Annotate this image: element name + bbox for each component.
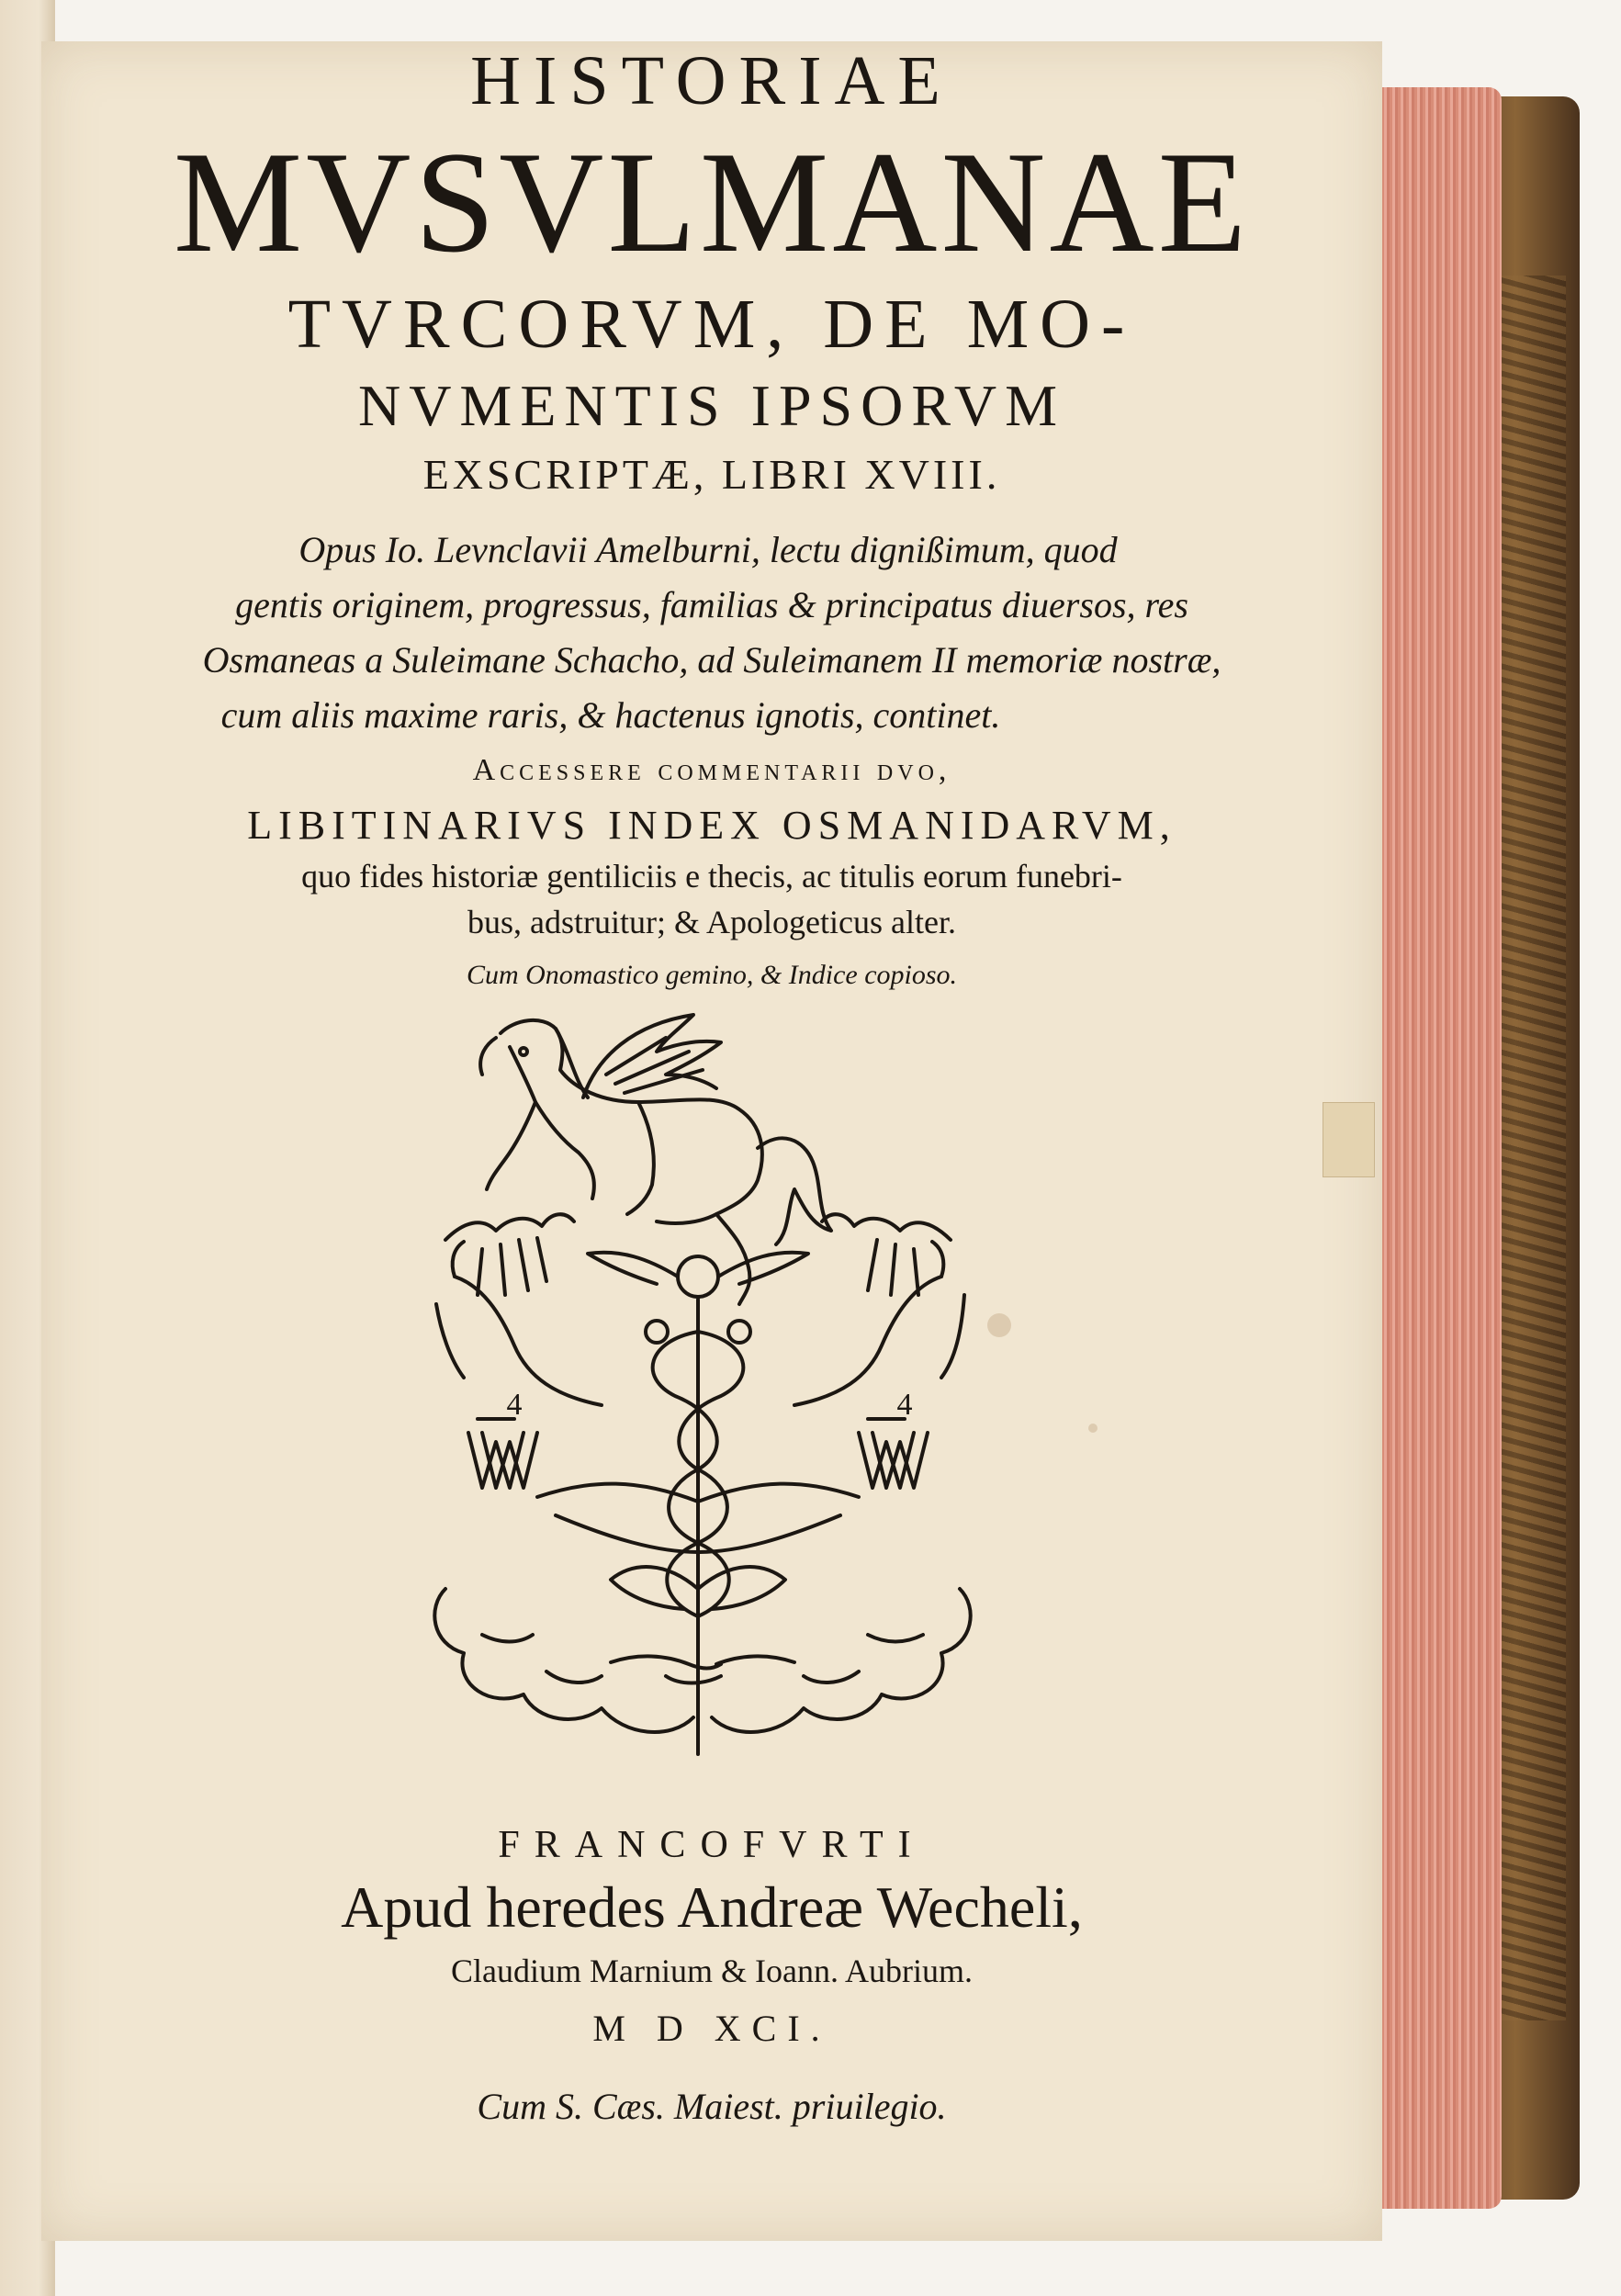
title-line-1: HISTORIAE xyxy=(470,42,953,119)
monogram-left xyxy=(468,1419,537,1488)
privilege-line: Cum S. Cæs. Maiest. priuilegio. xyxy=(477,2086,947,2127)
title-line-2: MVSVLMANAE xyxy=(173,122,1251,283)
printers-device xyxy=(427,1001,978,1800)
monogram-right xyxy=(859,1419,928,1488)
description-line-4: cum aliis maxime raris, & hactenus ignotis, continet. xyxy=(220,694,1001,736)
quo-line-1: quo fides historiæ gentiliciis e thecis, ac titulis eorum funebri- xyxy=(301,858,1122,895)
monogram-left-number: 4 xyxy=(506,1388,523,1422)
description-line-2: gentis originem, progressus, familias & principatus diuersos, res xyxy=(235,584,1188,625)
onomastico-line: Cum Onomastico gemino, & Indice copioso. xyxy=(466,960,958,990)
imprint-year: M D XCI. xyxy=(592,2008,831,2049)
imprint-printers: Claudium Marnium & Ioann. Aubrium. xyxy=(451,1953,973,1989)
accessere-line: Accessere commentarii dvo, xyxy=(472,753,951,787)
right-cornucopia xyxy=(794,1214,964,1405)
pegasus-figure xyxy=(480,1015,831,1304)
left-cornucopia xyxy=(436,1214,602,1405)
quo-line-2: bus, adstruitur; & Apologeticus alter. xyxy=(467,904,956,940)
title-line-4: NVMENTIS IPSORVM xyxy=(357,373,1066,438)
winged-head xyxy=(588,1253,808,1297)
monogram-right-number: 4 xyxy=(896,1388,913,1422)
imprint-publisher: Apud heredes Andreæ Wecheli, xyxy=(341,1874,1083,1940)
description-line-1: Opus Io. Levnclavii Amelburni, lectu dignißimum, quod xyxy=(298,529,1118,570)
clasped-hands xyxy=(611,1656,794,1683)
libitinarius-line: LIBITINARIVS INDEX OSMANIDARVM, xyxy=(247,803,1176,848)
description-line-3: Osmaneas a Suleimane Schacho, ad Suleimanem II memoriæ nostræ, xyxy=(202,639,1221,681)
foxing-spot xyxy=(1088,1424,1098,1433)
title-line-5: EXSCRIPTÆ, LIBRI XVIII. xyxy=(422,451,1001,498)
clouds xyxy=(434,1589,970,1732)
foxing-spot xyxy=(987,1313,1011,1337)
imprint-city: FRANCOFVRTI xyxy=(498,1824,926,1866)
title-line-3: TVRCORVM, DE MO- xyxy=(287,286,1136,363)
manuscript-note xyxy=(363,978,371,1013)
title-page xyxy=(41,41,1382,2241)
red-page-edges xyxy=(1373,87,1502,2209)
paper-tab xyxy=(1323,1102,1375,1177)
caduceus xyxy=(646,1300,750,1754)
